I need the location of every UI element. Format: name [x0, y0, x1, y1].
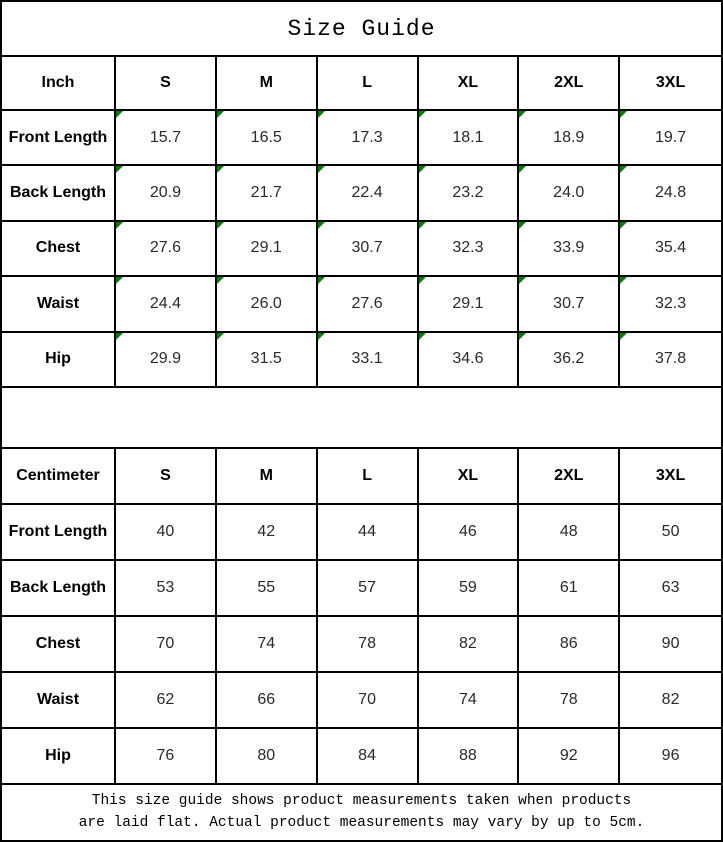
green-triangle-icon — [419, 277, 426, 284]
value-cell-text: 86 — [559, 634, 578, 652]
green-triangle-icon — [519, 222, 526, 229]
green-triangle-icon — [620, 111, 627, 118]
value-cell — [217, 277, 318, 330]
value-cell-text: 96 — [661, 746, 680, 764]
value-cell-text: 88 — [459, 746, 477, 764]
value-cell — [519, 729, 620, 783]
size-header-cell — [217, 57, 318, 109]
value-cell-text: 78 — [358, 634, 376, 652]
green-triangle-icon — [318, 222, 325, 229]
value-cell — [519, 505, 620, 559]
value-cell-text: 48 — [559, 522, 578, 540]
value-cell — [116, 166, 217, 219]
size-header-cell — [419, 449, 520, 503]
size-header-cell — [620, 57, 721, 109]
value-cell — [419, 505, 520, 559]
size-header-cell-text: XL — [457, 74, 479, 91]
size-header-cell-text: S — [160, 74, 171, 91]
green-triangle-icon — [217, 222, 224, 229]
value-cell-text: 27.6 — [351, 294, 383, 312]
value-cell — [620, 673, 721, 727]
table-row — [2, 222, 721, 277]
row-label-cell-text: Back Length — [9, 184, 106, 202]
value-cell-text: 70 — [358, 690, 376, 708]
value-cell — [217, 617, 318, 671]
value-cell — [419, 729, 520, 783]
green-triangle-icon — [217, 166, 224, 173]
value-cell — [318, 617, 419, 671]
table-row — [2, 729, 721, 785]
value-cell — [620, 505, 721, 559]
row-label-cell-text: Chest — [35, 239, 81, 257]
green-triangle-icon — [620, 222, 627, 229]
value-cell-text: 32.3 — [452, 239, 484, 257]
row-label-cell-text: Waist — [36, 690, 80, 708]
value-cell-text: 82 — [661, 690, 680, 708]
row-label-cell-text: Front Length — [8, 522, 108, 540]
value-cell — [116, 617, 217, 671]
size-header-cell — [519, 449, 620, 503]
value-cell-text: 57 — [358, 578, 376, 596]
value-cell-text: 30.7 — [553, 294, 585, 312]
value-cell-text: 34.6 — [452, 350, 484, 368]
value-cell — [217, 333, 318, 386]
row-label-cell-text: Hip — [45, 350, 71, 368]
green-triangle-icon — [519, 111, 526, 118]
green-triangle-icon — [419, 111, 426, 118]
value-cell — [620, 277, 721, 330]
value-cell-text: 61 — [559, 578, 578, 596]
table-row — [2, 166, 721, 221]
value-cell — [318, 277, 419, 330]
size-header-cell — [419, 57, 520, 109]
value-cell — [116, 505, 217, 559]
green-triangle-icon — [116, 166, 123, 173]
value-cell — [419, 111, 520, 164]
value-cell — [318, 333, 419, 386]
value-cell — [620, 729, 721, 783]
row-label-cell-text: Waist — [36, 294, 80, 312]
size-header-cell-text: 3XL — [655, 74, 686, 91]
value-cell — [419, 561, 520, 615]
row-label-cell-text: Front Length — [8, 128, 108, 146]
green-triangle-icon — [620, 333, 627, 340]
row-label-cell — [2, 333, 116, 386]
green-triangle-icon — [217, 277, 224, 284]
value-cell — [419, 333, 520, 386]
green-triangle-icon — [318, 111, 325, 118]
value-cell-text: 78 — [559, 690, 578, 708]
value-cell-text: 36.2 — [553, 350, 585, 368]
value-cell-text: 22.4 — [351, 184, 383, 202]
size-header-cell — [318, 449, 419, 503]
value-cell-text: 33.9 — [553, 239, 585, 257]
row-label-cell-text: Hip — [45, 746, 71, 764]
row-label-cell — [2, 673, 116, 727]
value-cell — [318, 166, 419, 219]
value-cell-text: 26.0 — [250, 294, 282, 312]
size-header-cell — [116, 57, 217, 109]
row-label-cell — [2, 111, 116, 164]
value-cell-text: 16.5 — [250, 128, 282, 146]
value-cell — [519, 617, 620, 671]
green-triangle-icon — [419, 166, 426, 173]
value-cell-text: 31.5 — [250, 350, 282, 368]
value-cell — [519, 111, 620, 164]
green-triangle-icon — [318, 333, 325, 340]
value-cell — [217, 111, 318, 164]
table-row — [2, 277, 721, 332]
row-label-cell-text: Back Length — [9, 578, 106, 596]
size-header-cell-text: 2XL — [554, 466, 584, 484]
size-header-cell — [116, 449, 217, 503]
value-cell-text: 70 — [156, 634, 175, 652]
row-label-cell — [2, 729, 116, 783]
value-cell — [318, 111, 419, 164]
page-title: Size Guide — [2, 2, 721, 57]
value-cell-text: 74 — [257, 634, 276, 652]
size-header-cell — [318, 57, 419, 109]
table-spacer — [2, 388, 721, 449]
table-row — [2, 617, 721, 673]
value-cell-text: 82 — [459, 634, 477, 652]
value-cell-text: 59 — [459, 578, 477, 596]
value-cell-text: 20.9 — [149, 184, 181, 202]
value-cell-text: 29.1 — [250, 239, 282, 257]
value-cell — [116, 277, 217, 330]
value-cell-text: 18.9 — [553, 128, 585, 146]
size-header-cell — [217, 449, 318, 503]
value-cell-text: 84 — [358, 746, 376, 764]
footer-note-line2: are laid flat. Actual product measurements may vary by up to 5cm. — [78, 815, 645, 832]
value-cell — [620, 333, 721, 386]
value-cell-text: 90 — [661, 634, 680, 652]
value-cell — [116, 222, 217, 275]
value-cell — [318, 561, 419, 615]
table-row — [2, 561, 721, 617]
value-cell — [419, 166, 520, 219]
value-cell-text: 42 — [257, 522, 276, 540]
value-cell — [620, 222, 721, 275]
value-cell-text: 62 — [156, 690, 175, 708]
value-cell — [217, 561, 318, 615]
green-triangle-icon — [419, 333, 426, 340]
value-cell-text: 24.4 — [149, 294, 181, 312]
unit-header-cell-text: Centimeter — [16, 466, 100, 484]
green-triangle-icon — [116, 277, 123, 284]
green-triangle-icon — [620, 277, 627, 284]
green-triangle-icon — [419, 222, 426, 229]
value-cell-text: 21.7 — [250, 184, 282, 202]
value-cell-text: 55 — [257, 578, 276, 596]
value-cell — [519, 673, 620, 727]
value-cell-text: 50 — [661, 522, 680, 540]
value-cell-text: 44 — [358, 522, 376, 540]
value-cell — [519, 333, 620, 386]
value-cell — [116, 729, 217, 783]
table-row — [2, 505, 721, 561]
value-cell — [217, 505, 318, 559]
green-triangle-icon — [620, 166, 627, 173]
value-cell — [620, 111, 721, 164]
green-triangle-icon — [116, 333, 123, 340]
value-cell-text: 24.8 — [655, 184, 687, 202]
value-cell — [116, 561, 217, 615]
green-triangle-icon — [318, 166, 325, 173]
size-header-cell-text: M — [259, 466, 273, 484]
value-cell-text: 29.1 — [452, 294, 484, 312]
size-header-cell — [620, 449, 721, 503]
green-triangle-icon — [519, 333, 526, 340]
value-cell — [318, 505, 419, 559]
value-cell-text: 30.7 — [351, 239, 383, 257]
value-cell-text: 27.6 — [149, 239, 181, 257]
value-cell — [116, 111, 217, 164]
value-cell — [519, 166, 620, 219]
value-cell-text: 76 — [156, 746, 175, 764]
footer-note — [2, 785, 721, 840]
green-triangle-icon — [116, 111, 123, 118]
value-cell-text: 19.7 — [655, 128, 687, 146]
size-header-cell-text: M — [259, 74, 273, 91]
row-label-cell-text: Chest — [35, 634, 81, 652]
unit-header-cell — [2, 57, 116, 109]
value-cell-text: 23.2 — [452, 184, 484, 202]
value-cell-text: 80 — [257, 746, 276, 764]
value-cell — [217, 222, 318, 275]
size-header-cell-text: 3XL — [655, 466, 686, 484]
value-cell — [519, 277, 620, 330]
value-cell — [519, 222, 620, 275]
row-label-cell — [2, 277, 116, 330]
value-cell-text: 24.0 — [553, 184, 585, 202]
value-cell-text: 46 — [459, 522, 477, 540]
row-label-cell — [2, 561, 116, 615]
table-row — [2, 333, 721, 388]
size-header-cell-text: 2XL — [554, 74, 584, 91]
unit-header-cell — [2, 449, 116, 503]
value-cell-text: 35.4 — [655, 239, 687, 257]
value-cell-text: 33.1 — [351, 350, 383, 368]
green-triangle-icon — [116, 222, 123, 229]
value-cell — [217, 729, 318, 783]
inch-header-row — [2, 57, 721, 111]
table-row — [2, 111, 721, 166]
centimeter-size-table — [2, 449, 721, 785]
value-cell-text: 74 — [459, 690, 477, 708]
green-triangle-icon — [217, 333, 224, 340]
value-cell — [217, 673, 318, 727]
value-cell-text: 18.1 — [452, 128, 484, 146]
value-cell — [217, 166, 318, 219]
row-label-cell — [2, 505, 116, 559]
row-label-cell — [2, 617, 116, 671]
value-cell — [419, 617, 520, 671]
size-header-cell — [519, 57, 620, 109]
size-header-cell-text: S — [160, 466, 171, 484]
value-cell — [318, 222, 419, 275]
size-header-cell-text: L — [362, 466, 372, 484]
value-cell — [620, 561, 721, 615]
row-label-cell — [2, 166, 116, 219]
inch-size-table — [2, 57, 721, 388]
value-cell-text: 40 — [156, 522, 175, 540]
value-cell-text: 63 — [661, 578, 680, 596]
size-header-cell-text: XL — [457, 466, 479, 484]
value-cell-text: 29.9 — [149, 350, 181, 368]
value-cell-text: 92 — [559, 746, 578, 764]
value-cell-text: 17.3 — [351, 128, 383, 146]
value-cell-text: 53 — [156, 578, 175, 596]
value-cell — [419, 222, 520, 275]
green-triangle-icon — [318, 277, 325, 284]
value-cell-text: 66 — [257, 690, 276, 708]
value-cell — [620, 617, 721, 671]
value-cell-text: 32.3 — [655, 294, 687, 312]
value-cell — [318, 729, 419, 783]
size-header-cell-text: L — [362, 74, 372, 91]
table-row — [2, 673, 721, 729]
footer-note-line1: This size guide shows product measurements taken when products — [91, 793, 632, 809]
green-triangle-icon — [519, 277, 526, 284]
row-label-cell — [2, 222, 116, 275]
value-cell — [116, 673, 217, 727]
cm-header-row — [2, 449, 721, 505]
value-cell — [419, 277, 520, 330]
value-cell-text: 15.7 — [149, 128, 181, 146]
green-triangle-icon — [519, 166, 526, 173]
green-triangle-icon — [217, 111, 224, 118]
value-cell — [620, 166, 721, 219]
unit-header-cell-text: Inch — [41, 74, 75, 91]
value-cell — [519, 561, 620, 615]
value-cell — [116, 333, 217, 386]
value-cell-text: 37.8 — [655, 350, 687, 368]
value-cell — [318, 673, 419, 727]
value-cell — [419, 673, 520, 727]
